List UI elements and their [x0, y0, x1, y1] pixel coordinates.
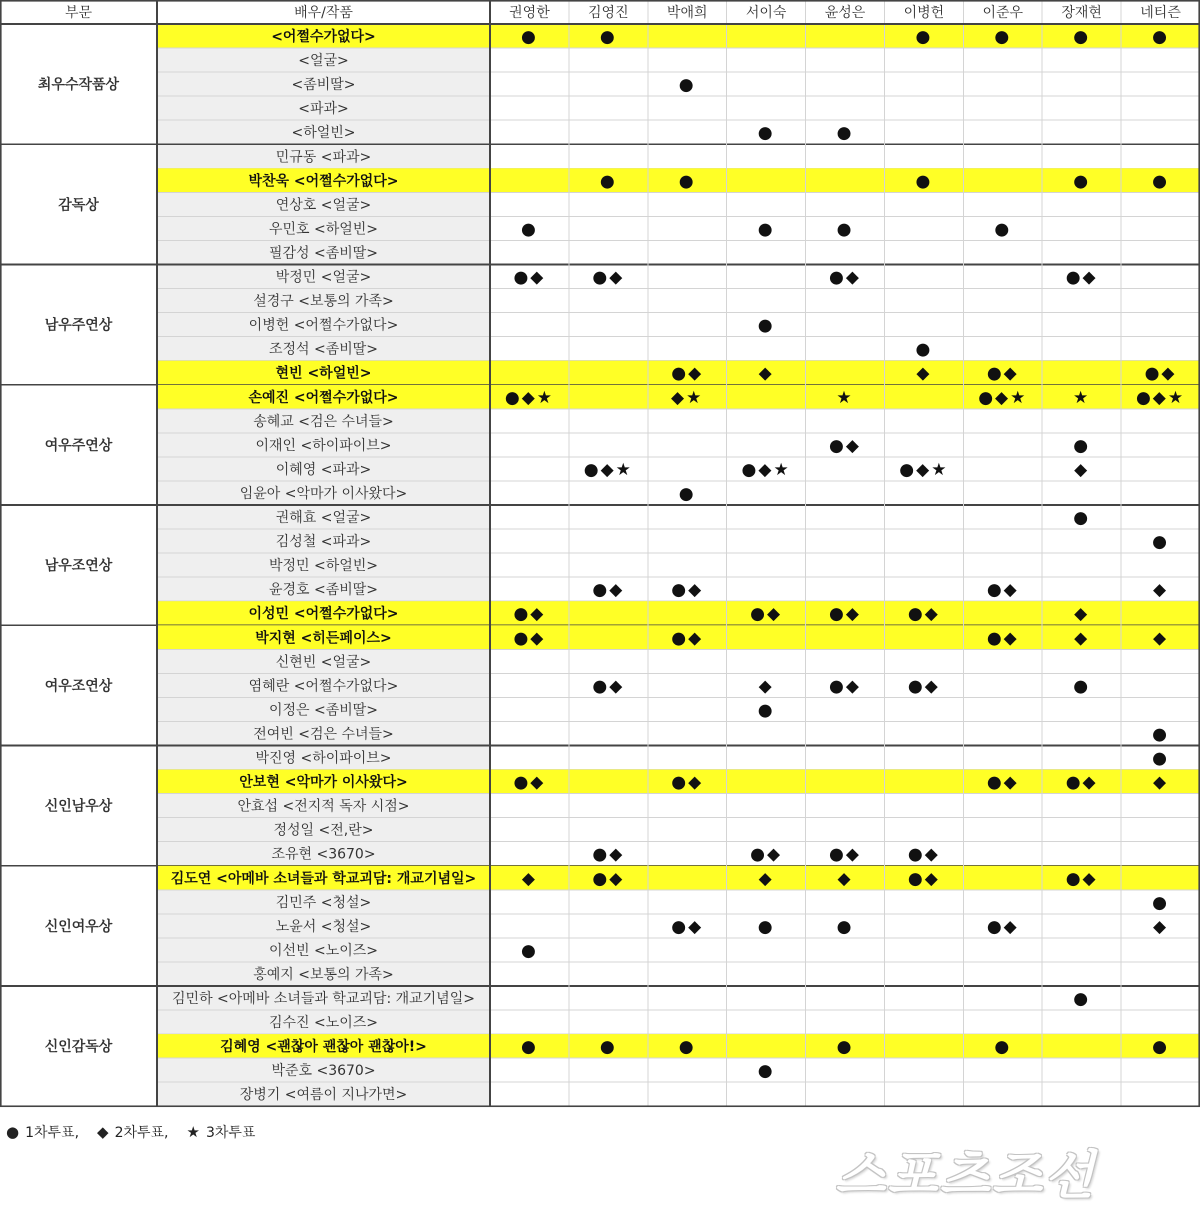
vote-mark: ●◆	[750, 844, 783, 865]
vote-mark: ●◆★	[741, 459, 791, 480]
vote-mark: ◆	[1153, 916, 1169, 937]
nominee-label: 정성일 <전,란>	[273, 822, 374, 839]
vote-mark: ●◆	[986, 580, 1019, 601]
vote-mark: ●◆	[671, 363, 704, 384]
nominee-label: 이병헌 <어쩔수가없다>	[248, 317, 399, 334]
vote-mark: ●	[678, 75, 696, 96]
nominee-label: 김수진 <노이즈>	[268, 1015, 379, 1032]
legend	[6, 1122, 255, 1142]
nominee-label: <하얼빈>	[291, 125, 356, 142]
nominee-label: <파과>	[298, 101, 349, 118]
nominee-label: 신현빈 <얼굴>	[275, 654, 372, 671]
nominee-label: 전여빈 <검은 수녀들>	[253, 726, 394, 743]
nominee-label: 김도연 <아메바 소녀들과 학교괴담: 개교기념일>	[170, 870, 477, 887]
vote-mark: ●◆	[671, 628, 704, 649]
vote-mark: ●	[1152, 724, 1169, 745]
vote-mark: ●◆	[592, 844, 625, 865]
vote-mark: ●◆	[907, 676, 940, 697]
nominee-label: 우민호 <하얼빈>	[268, 221, 379, 238]
vote-mark: ●	[836, 219, 854, 240]
vote-mark: ●	[1073, 435, 1091, 456]
nominee-label: 송혜교 <검은 수녀들>	[253, 413, 394, 430]
nominee-label: 김민주 <청설>	[275, 894, 372, 911]
nominee-label: 김민하 <아메바 소녀들과 학교괴담: 개교기념일>	[172, 991, 475, 1008]
vote-mark: ●	[757, 1061, 775, 1082]
legend-item-first-vote	[6, 1122, 79, 1142]
category-name: 감독상	[58, 197, 99, 214]
vote-mark: ●◆	[907, 868, 940, 889]
legend-label-first-vote: 1차투표,	[25, 1125, 80, 1141]
vote-mark: ●	[1073, 171, 1091, 192]
diamond-icon: ◆	[97, 1123, 109, 1141]
vote-mark: ●	[1073, 676, 1091, 697]
nominee-label: 안보현 <악마가 이사왔다>	[239, 774, 408, 791]
nominee-label: 박찬욱 <어쩔수가없다>	[248, 173, 399, 190]
nominee-label: 박정민 <하얼빈>	[268, 558, 379, 575]
nominee-label: 조정석 <좀비딸>	[268, 341, 379, 358]
vote-mark: ●	[1152, 1037, 1169, 1058]
legend-label-second-vote: 2차투표,	[114, 1125, 169, 1141]
vote-mark: ◆	[1153, 580, 1169, 601]
nominee-label: 설경구 <보통의 가족>	[253, 293, 394, 310]
vote-mark: ●◆★	[978, 387, 1028, 408]
header-judge: 김영진	[588, 5, 629, 21]
nominee-label: 임윤아 <악마가 이사왔다>	[239, 485, 408, 502]
nominee-label: 권해효 <얼굴>	[275, 510, 372, 527]
vote-mark: ●◆	[829, 267, 861, 288]
vote-mark: ●◆	[1065, 267, 1098, 288]
vote-mark: ●	[521, 219, 538, 240]
vote-mark: ◆	[521, 868, 537, 889]
category-name: 최우수작품상	[37, 77, 120, 94]
vote-mark: ◆	[758, 868, 774, 889]
nominee-label: 이선빈 <노이즈>	[268, 942, 379, 959]
vote-mark: ●◆	[1144, 363, 1177, 384]
vote-mark: ●◆	[907, 844, 940, 865]
vote-mark: ●	[1152, 748, 1169, 769]
vote-mark: ◆	[1074, 628, 1090, 649]
vote-mark: ●	[836, 123, 854, 144]
header-judge: 권영한	[509, 5, 550, 21]
nominee-label: 이정은 <좀비딸>	[268, 702, 379, 719]
nominee-label: 연상호 <얼굴>	[275, 197, 372, 214]
vote-mark: ●	[1073, 27, 1091, 48]
header-judge: 이병헌	[903, 5, 945, 21]
legend-label-third-vote: 3차투표	[205, 1125, 256, 1141]
category-name: 신인감독상	[44, 1039, 113, 1056]
nominee-label: 이성민 <어쩔수가없다>	[248, 606, 399, 623]
category-name: 여우주연상	[44, 437, 113, 454]
vote-mark: ●	[757, 315, 775, 336]
vote-mark: ●◆	[829, 604, 861, 625]
nominee-label: 박지현 <히든페이스>	[255, 630, 392, 647]
nominee-label: 안효섭 <전지적 독자 시점>	[237, 798, 410, 815]
vote-mark: ●	[994, 27, 1012, 48]
vote-mark: ●	[599, 171, 617, 192]
vote-mark: ★	[836, 387, 854, 408]
vote-mark: ◆	[837, 868, 853, 889]
vote-mark: ●	[994, 1037, 1012, 1058]
vote-mark: ●◆	[986, 628, 1019, 649]
vote-mark: ●◆	[829, 435, 861, 456]
category-name: 남우조연상	[44, 558, 113, 575]
nominee-label: 김성철 <파과>	[275, 534, 372, 551]
nominee-label: 염혜란 <어쩔수가없다>	[248, 678, 399, 695]
header-nominee: 배우/작품	[294, 5, 353, 21]
nominee-label: 홍예지 <보통의 가족>	[253, 966, 394, 983]
nominee-label: 윤경호 <좀비딸>	[268, 582, 379, 599]
nominee-label: 민규동 <파과>	[275, 149, 372, 166]
vote-mark: ●	[1152, 532, 1169, 553]
vote-mark: ●◆★	[583, 459, 633, 480]
vote-mark: ●◆★	[504, 387, 555, 408]
vote-mark: ●◆	[671, 580, 704, 601]
vote-mark: ●◆	[592, 580, 625, 601]
category-name: 여우조연상	[44, 678, 113, 695]
vote-mark: ●	[1073, 989, 1091, 1010]
nominee-label: 김혜영 <괜찮아 괜찮아 괜찮아!>	[220, 1039, 427, 1056]
vote-mark: ●	[1152, 27, 1169, 48]
vote-mark: ●	[757, 700, 775, 721]
vote-mark: ●◆	[829, 676, 861, 697]
vote-mark: ●◆	[513, 604, 546, 625]
header-judge: 서이숙	[745, 5, 787, 21]
vote-mark: ●◆	[513, 628, 546, 649]
vote-mark: ●	[1152, 892, 1169, 913]
vote-mark: ●◆	[829, 844, 861, 865]
vote-mark: ◆	[758, 363, 774, 384]
vote-mark: ◆	[758, 676, 774, 697]
vote-mark: ◆	[1153, 628, 1169, 649]
vote-mark: ●	[521, 1037, 538, 1058]
vote-mark: ●	[757, 219, 775, 240]
vote-mark: ●	[678, 1037, 696, 1058]
vote-mark: ●◆	[1065, 868, 1098, 889]
nominee-label: <어쩔수가없다>	[271, 29, 376, 46]
vote-mark: ●	[836, 916, 854, 937]
nominee-label: <좀비딸>	[291, 77, 356, 94]
vote-mark: ◆	[916, 363, 932, 384]
nominee-label: 박준호 <3670>	[271, 1063, 376, 1080]
nominee-label: 조유현 <3670>	[271, 846, 376, 863]
nominee-label: 이재인 <하이파이브>	[255, 437, 392, 454]
vote-mark: ●	[757, 916, 775, 937]
star-icon: ★	[186, 1123, 200, 1141]
vote-mark: ●◆	[671, 916, 704, 937]
vote-mark: ●	[521, 940, 538, 961]
vote-mark: ●	[915, 171, 933, 192]
vote-mark: ◆★	[671, 387, 704, 408]
category-name: 신인남우상	[44, 798, 113, 815]
header-judge: 윤성은	[824, 5, 866, 21]
vote-mark: ●◆	[986, 916, 1019, 937]
vote-mark: ●	[599, 27, 617, 48]
vote-mark: ●	[678, 483, 696, 504]
vote-mark: ●◆	[907, 604, 940, 625]
vote-mark: ●◆	[1065, 772, 1098, 793]
vote-mark: ◆	[1153, 772, 1169, 793]
vote-mark: ●◆	[986, 772, 1019, 793]
header-judge: 장재현	[1061, 5, 1102, 21]
vote-mark: ●◆★	[899, 459, 949, 480]
vote-mark: ★	[1073, 387, 1091, 408]
vote-mark: ●◆	[671, 772, 704, 793]
vote-mark: ◆	[1074, 604, 1090, 625]
watermark-logo: 스포츠조선	[835, 1146, 1097, 1206]
nominee-label: 현빈 <하얼빈>	[275, 365, 372, 382]
vote-mark: ●	[915, 339, 933, 360]
nominee-label: 노윤서 <청설>	[275, 918, 372, 935]
nominee-label: 이혜영 <파과>	[275, 461, 372, 478]
vote-mark: ●◆	[750, 604, 783, 625]
category-name: 남우주연상	[44, 317, 113, 334]
legend-item-third-vote	[187, 1122, 256, 1142]
legend-item-second-vote	[97, 1122, 168, 1142]
vote-mark: ●◆★	[1135, 387, 1186, 408]
header-judge: 박애희	[666, 5, 708, 21]
vote-mark: ●◆	[513, 772, 546, 793]
vote-mark: ●	[521, 27, 538, 48]
circle-icon: ●	[6, 1123, 20, 1141]
vote-mark: ●◆	[986, 363, 1019, 384]
vote-mark: ●◆	[592, 676, 625, 697]
vote-mark: ◆	[1074, 459, 1090, 480]
vote-mark: ●	[599, 1037, 617, 1058]
nominee-label: 손예진 <어쩔수가없다>	[248, 389, 399, 406]
nominee-label: 장병기 <여름이 지나가면>	[239, 1087, 408, 1104]
header-category: 부문	[64, 5, 93, 21]
nominee-label: 필감성 <좀비딸>	[268, 245, 379, 262]
header-judge: 이준우	[982, 5, 1024, 21]
vote-mark: ●	[836, 1037, 854, 1058]
vote-mark: ●◆	[513, 267, 546, 288]
vote-mark: ●	[1073, 508, 1091, 529]
vote-mark: ●	[1152, 171, 1169, 192]
vote-mark: ●	[915, 27, 933, 48]
nominee-label: 박진영 <하이파이브>	[255, 750, 392, 767]
nominee-label: <얼굴>	[298, 53, 349, 70]
header-judge: 네티즌	[1140, 5, 1181, 21]
nominee-label: 박정민 <얼굴>	[275, 269, 372, 286]
category-name: 신인여우상	[44, 918, 113, 935]
vote-mark: ●◆	[592, 868, 625, 889]
vote-mark: ●	[678, 171, 696, 192]
vote-mark: ●◆	[592, 267, 625, 288]
vote-mark: ●	[994, 219, 1012, 240]
vote-mark: ●	[757, 123, 775, 144]
